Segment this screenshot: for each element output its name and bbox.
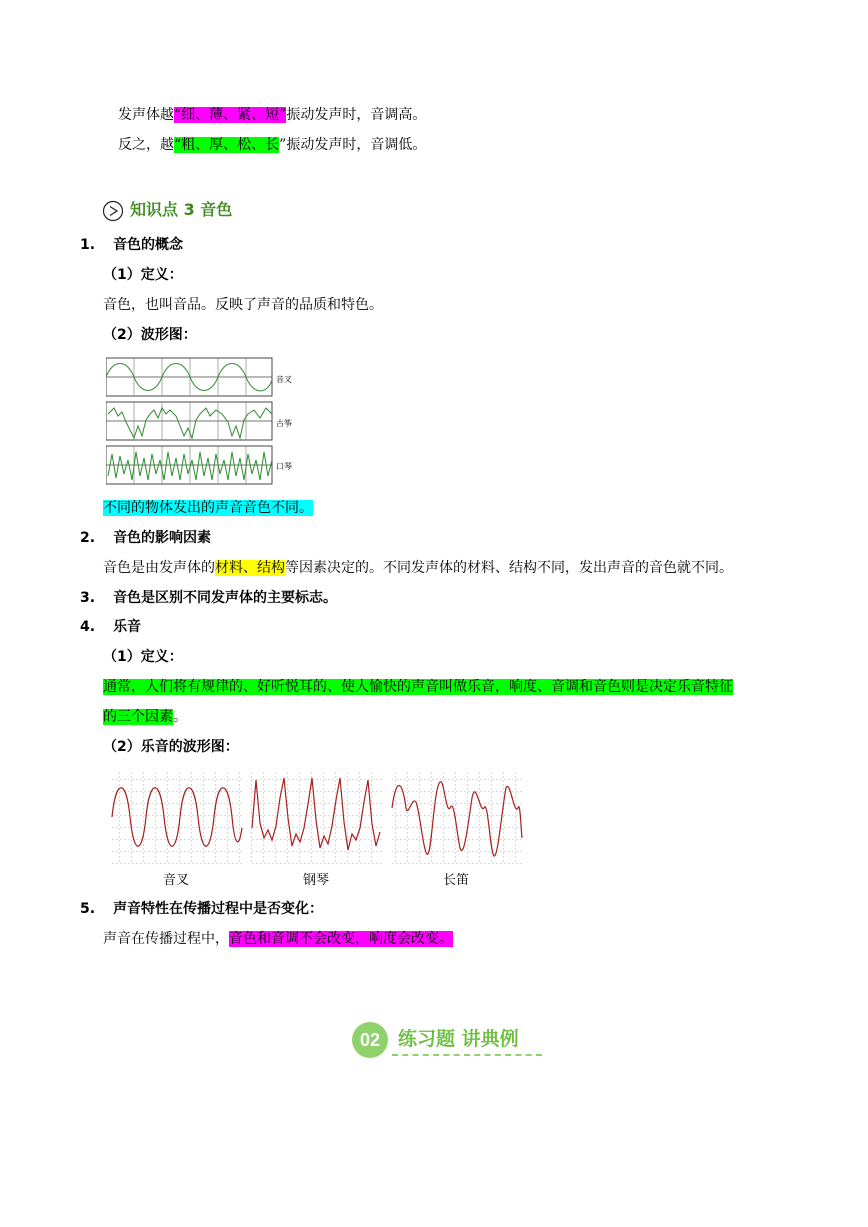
wave-label-1: 古筝: [276, 419, 292, 428]
intro-line-1-post: 振动发声时，音调高。: [286, 107, 427, 123]
item-1-note-highlight: 不同的物体发出的声音音色不同。: [103, 500, 313, 516]
item-4-wave-label: （2）乐音的波形图：: [103, 739, 239, 755]
wave-label-0: 音叉: [276, 375, 292, 384]
intro-line-2-highlight: “粗、厚、松、长: [174, 137, 280, 153]
section-2-title: 练习题 讲典例: [398, 1028, 519, 1050]
item-2-number: 2.: [80, 530, 96, 546]
wave-label-2: 口琴: [276, 462, 292, 471]
guzheng-wave-panel: [106, 402, 272, 440]
item-4-def-line-1-highlight: 通常，人们将有规律的、好听悦耳的、使人愉快的声音叫做乐音，响度、音调和音色则是决定乐音特征: [103, 679, 733, 695]
music-caption-1: 钢琴: [302, 873, 330, 888]
item-5-pre: 声音在传播过程中，: [103, 931, 229, 947]
item-4-def-line-2-post: 。: [173, 709, 187, 725]
kp3-heading: [102, 198, 232, 222]
item-1-wave-label: （2）波形图：: [103, 327, 197, 343]
play-circle-icon: [102, 200, 124, 222]
music-waveform-figure: [108, 768, 528, 890]
item-2-post: 等因素决定的。不同发声体的材料、结构不同，发出声音的音色就不同。: [285, 560, 733, 576]
item-2-text: [103, 558, 733, 578]
item-2-heading: [80, 528, 211, 548]
item-1-heading: [80, 235, 183, 255]
section-2-badge: [352, 1022, 388, 1058]
item-3-heading: [80, 588, 337, 608]
item-4-def-label: （1）定义：: [103, 649, 183, 665]
item-5-title: 声音特性在传播过程中是否变化：: [113, 901, 324, 917]
harmonica-wave-panel: [106, 446, 272, 484]
item-4-heading: [80, 617, 141, 637]
timbre-waveform-figure: [106, 356, 306, 488]
item-5-number: 5.: [80, 901, 96, 917]
item-5-text: [103, 929, 453, 949]
item-4-def-line-2-highlight: 的三个因素: [103, 709, 173, 725]
item-1-note: [103, 498, 313, 518]
item-5-highlight: 音色和音调不会改变，响度会改变。: [229, 931, 453, 947]
music-panel-flute: [390, 770, 522, 864]
item-1-def-label: （1）定义：: [103, 267, 183, 283]
intro-line-1: [118, 105, 426, 125]
intro-line-2-post: ”振动发声时，音调低。: [279, 137, 427, 153]
tuning-fork-wave-panel: [106, 358, 272, 396]
item-5-heading: [80, 899, 323, 919]
intro-line-2: [118, 135, 426, 155]
item-2-title: 音色的影响因素: [113, 530, 212, 546]
intro-line-1-highlight: “细、薄、紧、短”: [174, 107, 287, 123]
music-panel-tuning-fork: [110, 770, 242, 864]
item-4-def-line-2: [103, 707, 187, 727]
intro-line-1-pre: 发声体越: [118, 107, 174, 123]
item-1-title: 音色的概念: [113, 237, 184, 253]
item-2-highlight: 材料、结构: [215, 560, 285, 576]
item-1-def-text: 音色，也叫音品。反映了声音的品质和特色。: [103, 297, 383, 313]
item-1-number: 1.: [80, 237, 96, 253]
item-2-pre: 音色是由发声体的: [103, 560, 215, 576]
music-panel-piano: [250, 770, 382, 864]
item-4-number: 4.: [80, 619, 96, 635]
item-3-number: 3.: [80, 590, 96, 606]
section-2-underline: [392, 1054, 542, 1056]
music-caption-2: 长笛: [442, 873, 470, 888]
section-2-badge-text: 02: [359, 1030, 381, 1050]
music-caption-0: 音叉: [162, 873, 190, 888]
kp3-title: 知识点 3 音色: [130, 200, 233, 219]
item-4-def-line-1: [103, 677, 733, 697]
item-3-title: 音色是区别不同发声体的主要标志。: [113, 590, 338, 606]
intro-line-2-pre: 反之，越: [118, 137, 174, 153]
item-4-title: 乐音: [113, 619, 142, 635]
